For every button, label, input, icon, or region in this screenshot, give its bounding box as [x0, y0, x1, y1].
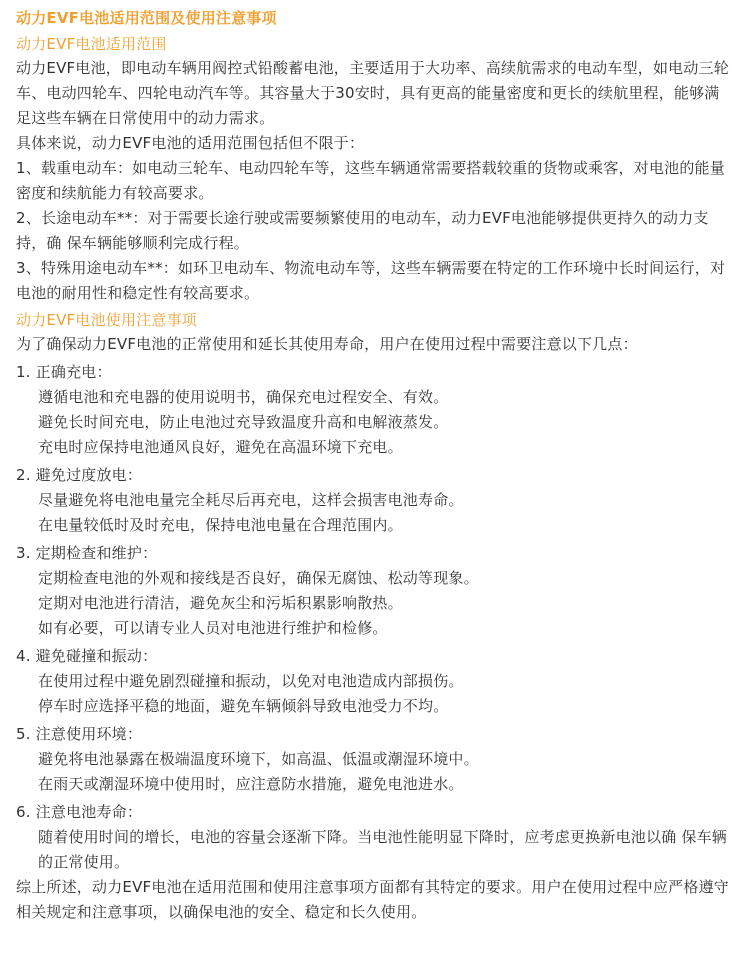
usage-line: 避免将电池暴露在极端温度环境下，如高温、低温或潮湿环境中。 [38, 750, 479, 768]
scope-lead: 具体来说，动力EVF电池的适用范围包括但不限于： [16, 134, 365, 152]
usage-line: 尽量避免将电池电量完全耗尽后再充电，这样会损害电池寿命。 [38, 491, 464, 509]
usage-line: 在使用过程中避免剧烈碰撞和振动，以免对电池造成内部损伤。 [38, 672, 464, 690]
scope-item: 1、载重电动车：如电动三轮车、电动四轮车等，这些车辆通常需要搭载较重的货物或乘客，对电池的能量密度和续航能力有较高要求。 [16, 159, 725, 202]
usage-line: 避免长时间充电，防止电池过充导致温度升高和电解液蒸发。 [38, 413, 449, 431]
usage-line: 随着使用时间的增长，电池的容量会逐渐下降。当电池性能明显下降时，应考虑更换新电池以确 保车辆的正常使用。 [38, 828, 727, 871]
usage-line: 遵循电池和充电器的使用说明书，确保充电过程安全、有效。 [38, 388, 449, 406]
usage-group-title: 2. 避免过度放电： [16, 466, 143, 484]
usage-line: 定期对电池进行清洁，避免灰尘和污垢积累影响散热。 [38, 594, 403, 612]
usage-group-title: 1. 正确充电： [16, 363, 112, 381]
scope-item: 3、特殊用途电动车**：如环卫电动车、物流电动车等，这些车辆需要在特定的工作环境中长时间运行，对电池的耐用性和稳定性有较高要求。 [16, 259, 726, 302]
section-heading-usage: 动力EVF电池使用注意事项 [16, 311, 197, 329]
usage-line: 在电量较低时及时充电，保持电池电量在合理范围内。 [38, 516, 403, 534]
section-heading-scope: 动力EVF电池适用范围 [16, 35, 167, 53]
usage-line: 充电时应保持电池通风良好，避免在高温环境下充电。 [38, 438, 403, 456]
usage-intro: 为了确保动力EVF电池的正常使用和延长其使用寿命，用户在使用过程中需要注意以下几点： [16, 335, 638, 353]
scope-item: 2、长途电动车**：对于需要长途行驶或需要频繁使用的电动车，动力EVF电池能够提供更持久的动力支持，确 保车辆能够顺利完成行程。 [16, 209, 709, 252]
page-title: 动力EVF电池适用范围及使用注意事项 [16, 9, 277, 27]
usage-group-title: 3. 定期检查和维护： [16, 544, 158, 562]
scope-intro: 动力EVF电池，即电动车辆用阀控式铅酸蓄电池，主要适用于大功率、高续航需求的电动车型，如电动三轮车、电动四轮车、四轮电动汽车等。其容量大于30安时，具有更高的能量密度和更长的续航里程，能够满足这些车辆在日常使用中的动力需求。 [16, 59, 729, 127]
usage-group-title: 5. 注意使用环境： [16, 725, 143, 743]
usage-group-title: 4. 避免碰撞和振动： [16, 647, 158, 665]
usage-line: 停车时应选择平稳的地面，避免车辆倾斜导致电池受力不均。 [38, 697, 449, 715]
usage-line: 定期检查电池的外观和接线是否良好，确保无腐蚀、松动等现象。 [38, 569, 479, 587]
usage-group-title: 6. 注意电池寿命： [16, 803, 143, 821]
usage-line: 如有必要，可以请专业人员对电池进行维护和检修。 [38, 619, 388, 637]
usage-line: 在雨天或潮湿环境中使用时，应注意防水措施，避免电池进水。 [38, 775, 464, 793]
conclusion: 综上所述，动力EVF电池在适用范围和使用注意事项方面都有其特定的要求。用户在使用过程中应严格遵守相关规定和注意事项，以确保电池的安全、稳定和长久使用。 [16, 878, 729, 921]
